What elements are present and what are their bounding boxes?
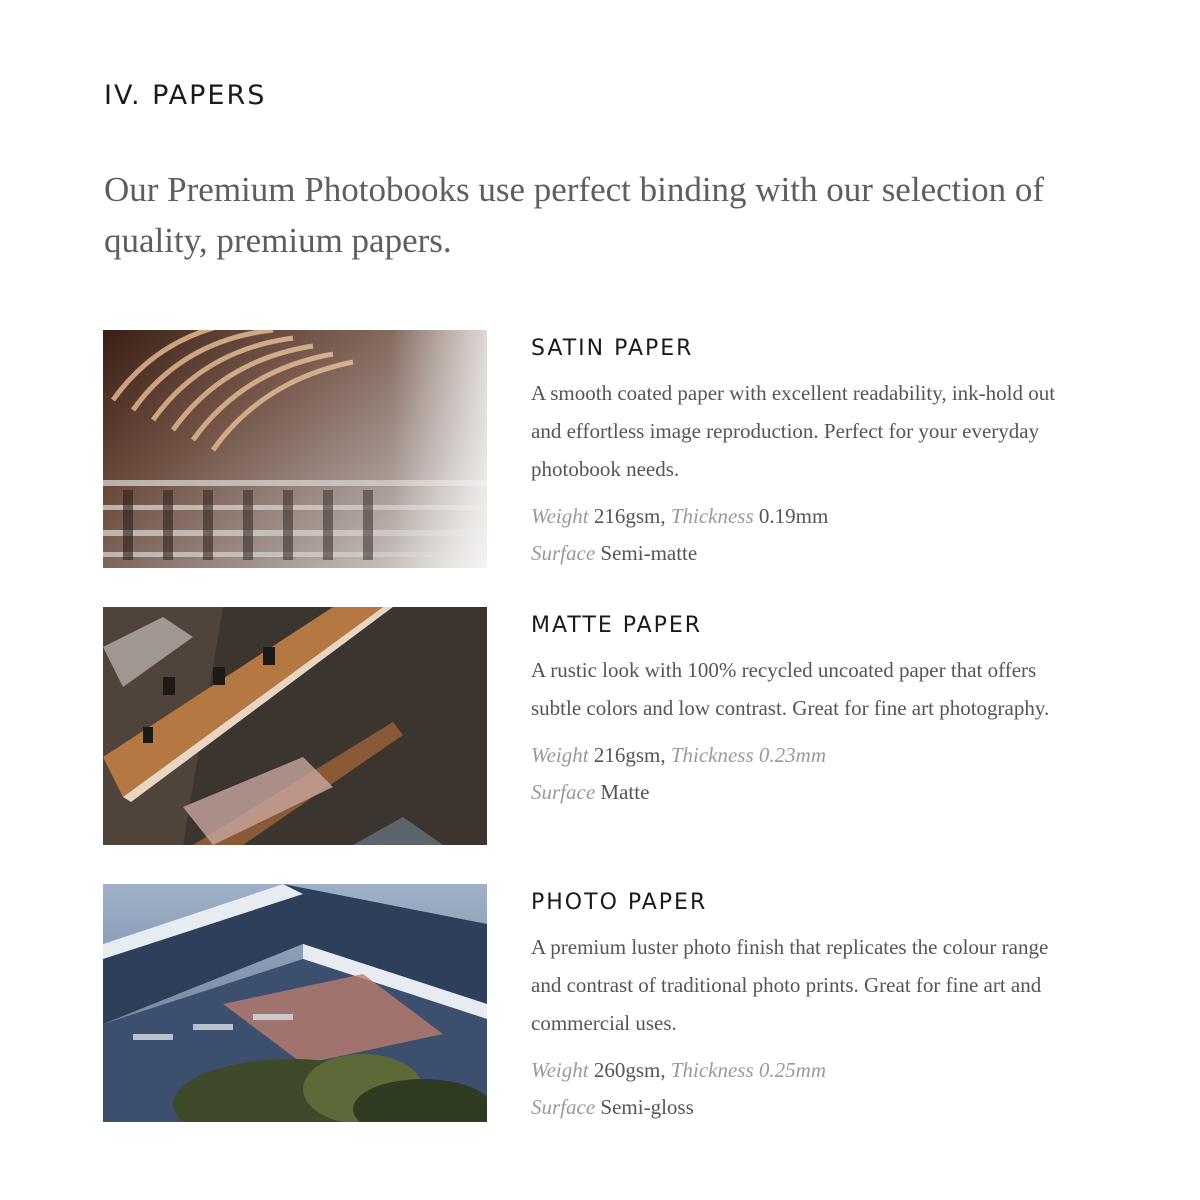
matte-paper-photo bbox=[103, 607, 487, 845]
paper-item-satin bbox=[103, 330, 1093, 568]
paper-name: SATIN PAPER bbox=[531, 336, 694, 361]
paper-description: A premium luster photo finish that replicates the colour range and contrast of traditional photo prints. Great for fine art and commercial uses. bbox=[531, 935, 1049, 1035]
thickness-value: 0.25mm bbox=[758, 1058, 826, 1082]
photo-paper-photo bbox=[103, 884, 487, 1122]
surface-label: Surface bbox=[531, 780, 596, 804]
paper-surface bbox=[531, 535, 1071, 572]
intro-paragraph: Our Premium Photobooks use perfect binding with our selection of quality, premium papers. bbox=[104, 170, 1044, 260]
surface-value: Semi-gloss bbox=[600, 1095, 694, 1119]
paper-weight-thickness bbox=[531, 498, 1071, 535]
paper-details bbox=[531, 888, 1071, 1126]
paper-name: MATTE PAPER bbox=[531, 613, 703, 638]
paper-description: A smooth coated paper with excellent readability, ink-hold out and effortless image reproduction. Perfect for your everyday photobook needs. bbox=[531, 381, 1056, 481]
paper-surface bbox=[531, 774, 1071, 811]
paper-weight-thickness bbox=[531, 737, 1071, 774]
thickness-label: Thickness bbox=[670, 1058, 754, 1082]
surface-label: Surface bbox=[531, 1095, 596, 1119]
weight-value: 216gsm, bbox=[593, 504, 666, 528]
weight-value: 216gsm, bbox=[593, 743, 666, 767]
surface-label: Surface bbox=[531, 541, 596, 565]
paper-surface bbox=[531, 1089, 1071, 1126]
section-title: IV. PAPERS bbox=[104, 80, 267, 111]
paper-item-photo bbox=[103, 884, 1093, 1122]
thickness-value: 0.23mm bbox=[758, 743, 826, 767]
surface-value: Matte bbox=[600, 780, 650, 804]
paper-details bbox=[531, 611, 1071, 811]
weight-value: 260gsm, bbox=[593, 1058, 666, 1082]
paper-name: PHOTO PAPER bbox=[531, 890, 708, 915]
paper-weight-thickness bbox=[531, 1052, 1071, 1089]
weight-label: Weight bbox=[531, 504, 589, 528]
paper-details bbox=[531, 334, 1071, 572]
weight-label: Weight bbox=[531, 1058, 589, 1082]
thickness-label: Thickness bbox=[670, 504, 754, 528]
paper-description: A rustic look with 100% recycled uncoated paper that offers subtle colors and low contrast. Great for fine art photography. bbox=[531, 658, 1050, 720]
surface-value: Semi-matte bbox=[600, 541, 698, 565]
thickness-label: Thickness bbox=[670, 743, 754, 767]
paper-item-matte bbox=[103, 607, 1093, 845]
satin-paper-photo bbox=[103, 330, 487, 568]
weight-label: Weight bbox=[531, 743, 589, 767]
thickness-value: 0.19mm bbox=[758, 504, 829, 528]
